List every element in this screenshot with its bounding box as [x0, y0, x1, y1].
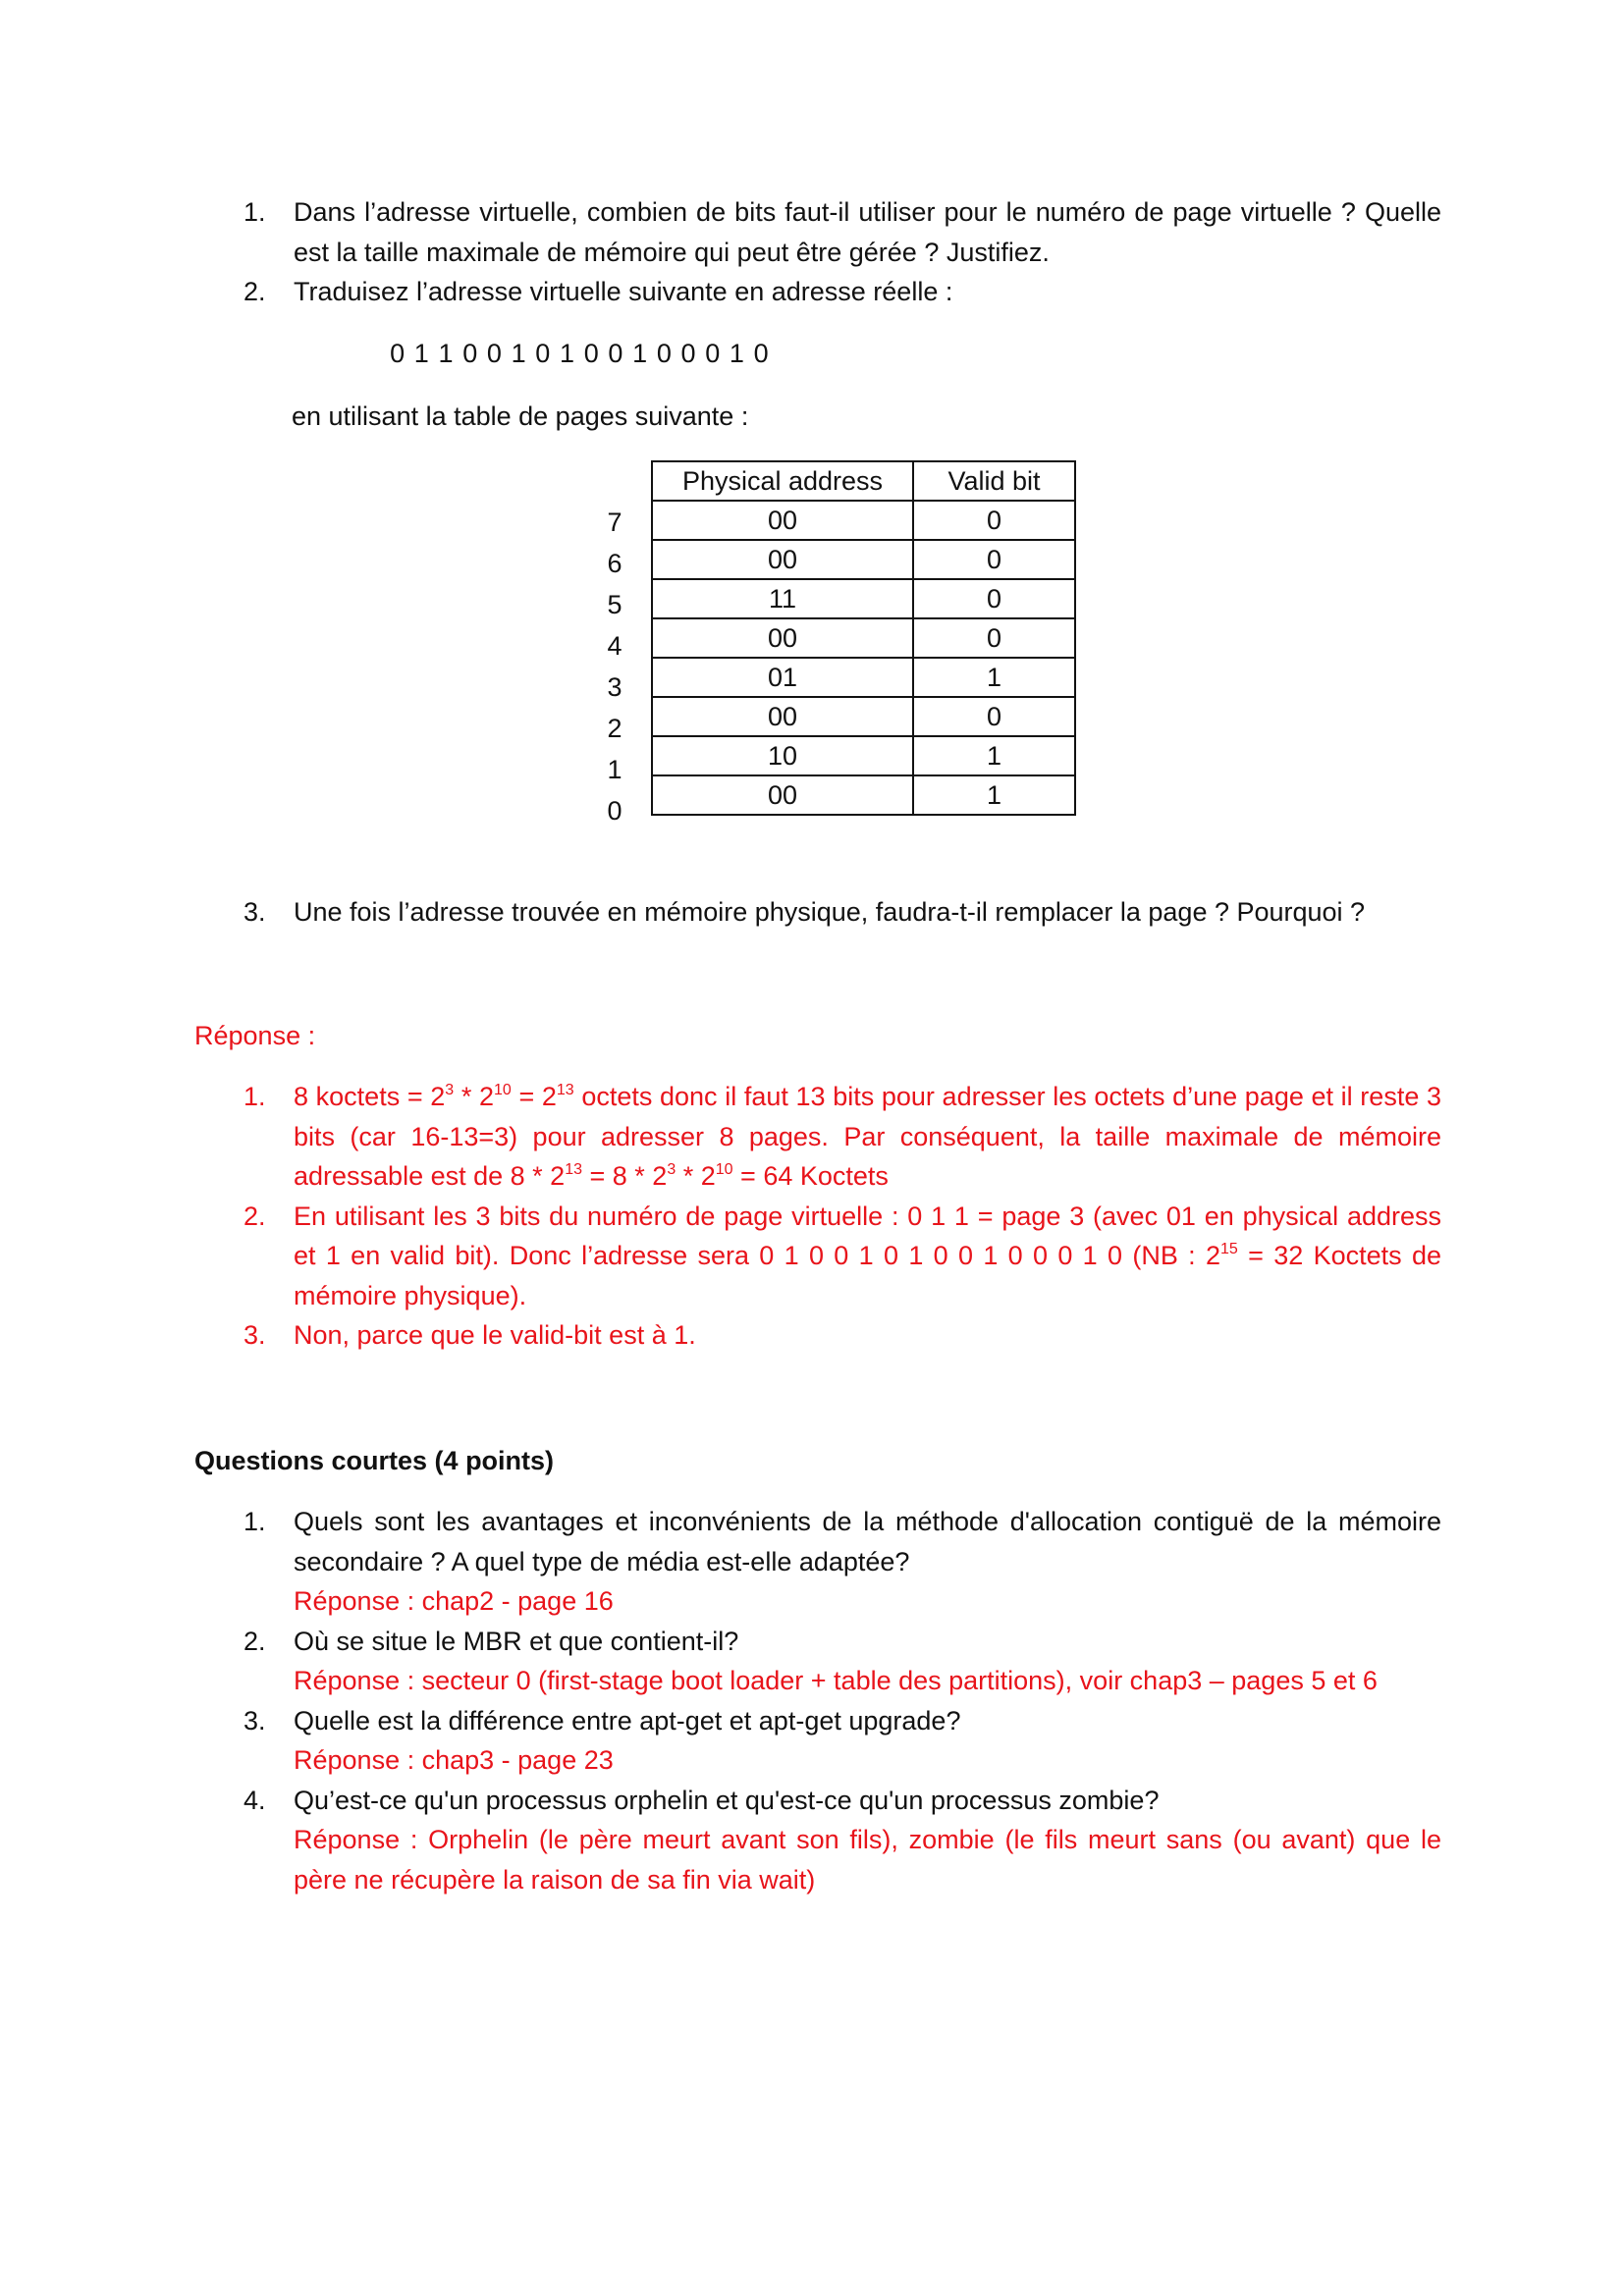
address-bit: 0: [705, 339, 721, 368]
short-questions-list: [243, 1502, 1441, 1899]
address-bit: 1: [511, 339, 526, 368]
column-header-physical-address: Physical address: [652, 461, 913, 501]
table-row: [652, 736, 1075, 775]
table-header-row: [652, 461, 1075, 501]
question-2: [243, 272, 1441, 312]
table-row: [652, 579, 1075, 618]
table-intro: en utilisant la table de pages suivante :: [292, 401, 749, 431]
address-bit: 0: [753, 339, 769, 368]
exponent: 3: [445, 1082, 455, 1098]
answer-3: [243, 1315, 1441, 1356]
answer-2: [243, 1197, 1441, 1316]
question-3: [243, 892, 1441, 933]
valid-bit-cell: 0: [913, 579, 1075, 618]
answer-text: Réponse : chap2 - page 16: [294, 1586, 614, 1616]
answer-text: 8 koctets = $2^3 * 2^{10} = 2^{13}$ octets donc il faut 13 bits pour adresser les octets d’une page et il reste 3 bits (car 16-13=3) pour adresser 8 pages. Par conséquent, la taille maximale de mémoire adressable est de $8 * 2^{13} = 8 * 2^3 * 2^{10} = 64$ Koctets: [294, 1082, 1441, 1191]
page-label: 1: [607, 755, 622, 784]
valid-bit-cell: 1: [913, 736, 1075, 775]
exercise-question-3: [243, 892, 1441, 933]
answer-text: Réponse : chap3 - page 23: [294, 1745, 614, 1775]
address-bit: 1: [632, 339, 648, 368]
valid-bit-cell: 0: [913, 501, 1075, 540]
exercise-questions-top: [243, 192, 1441, 312]
question-number: 1.: [243, 1507, 266, 1536]
page-number-labels: [603, 502, 626, 831]
answer-number: 1.: [243, 1082, 266, 1111]
valid-bit-cell: 0: [913, 540, 1075, 579]
address-bit: 1: [729, 339, 744, 368]
page-label: 3: [607, 672, 622, 702]
answer-1: [243, 1077, 1441, 1197]
answer-text: En utilisant les 3 bits du numéro de page virtuelle : 0 1 1 = page 3 (avec 01 en physical address et 1 en valid bit). Donc l’adresse sera 0 1 0 0 1 0 1 0 0 1 0 0 0 1 0 (NB : $2^{15} = 32$ Koctets de mémoire physique).: [294, 1201, 1441, 1310]
page-table: [651, 460, 1076, 816]
table-row: [652, 697, 1075, 736]
address-bit: 0: [656, 339, 672, 368]
valid-bit-cell: 1: [913, 658, 1075, 697]
page-label: 2: [607, 714, 622, 743]
address-bit: 0: [583, 339, 599, 368]
short-questions-heading: Questions courtes (4 points): [194, 1446, 555, 1475]
answer-text: Réponse : Orphelin (le père meurt avant son fils), zombie (le fils meurt sans (ou avant) que le père ne récupère la raison de sa fin via wait): [294, 1825, 1441, 1895]
virtual-address: [390, 334, 769, 373]
exponent: 3: [667, 1161, 676, 1178]
address-bit: 0: [535, 339, 551, 368]
short-question-1: [243, 1502, 1441, 1622]
question-number: 3.: [243, 1705, 266, 1735]
valid-bit-cell: 1: [913, 775, 1075, 815]
address-bit: 0: [486, 339, 502, 368]
question-text: Quels sont les avantages et inconvénients de la méthode d'allocation contiguë de la mémoire secondaire ? A quel type de média est-elle adaptée?: [294, 1507, 1441, 1576]
page-label: 7: [607, 507, 622, 537]
table-row: [652, 775, 1075, 815]
question-number: 4.: [243, 1785, 266, 1815]
answer-text: Réponse : secteur 0 (first-stage boot loader + table des partitions), voir chap3 – pages 5 et 6: [294, 1666, 1378, 1695]
address-bit: 0: [390, 339, 406, 368]
exponent: 10: [494, 1082, 512, 1098]
physical-address-cell: 00: [652, 618, 913, 658]
table-row: [652, 540, 1075, 579]
question-1: [243, 192, 1441, 272]
answer-number: 3.: [243, 1320, 266, 1350]
question-text: Qu’est-ce qu'un processus orphelin et qu'est-ce qu'un processus zombie?: [294, 1785, 1160, 1815]
address-bit: 0: [680, 339, 696, 368]
page-label: 0: [607, 796, 622, 826]
question-text: Quelle est la différence entre apt-get et apt-get upgrade?: [294, 1705, 961, 1735]
short-question-4: [243, 1781, 1441, 1900]
physical-address-cell: 00: [652, 775, 913, 815]
address-bit: 1: [413, 339, 429, 368]
table-row: [652, 618, 1075, 658]
page-label: 6: [607, 549, 622, 578]
question-text: Où se situe le MBR et que contient-il?: [294, 1626, 739, 1656]
valid-bit-cell: 0: [913, 697, 1075, 736]
table-row: [652, 658, 1075, 697]
exponent: 13: [565, 1161, 582, 1178]
question-text: Traduisez l’adresse virtuelle suivante en adresse réelle :: [294, 277, 953, 306]
address-bit: 0: [462, 339, 478, 368]
physical-address-cell: 00: [652, 501, 913, 540]
question-number: 3.: [243, 897, 266, 927]
question-number: 2.: [243, 1626, 266, 1656]
page-label: 5: [607, 590, 622, 619]
address-bit: 1: [560, 339, 575, 368]
physical-address-cell: 11: [652, 579, 913, 618]
question-number: 2.: [243, 277, 266, 306]
valid-bit-cell: 0: [913, 618, 1075, 658]
answer-heading: Réponse :: [194, 1021, 316, 1050]
exponent: 15: [1220, 1241, 1238, 1257]
address-bit: 1: [438, 339, 454, 368]
physical-address-cell: 00: [652, 540, 913, 579]
physical-address-cell: 10: [652, 736, 913, 775]
question-text: Une fois l’adresse trouvée en mémoire physique, faudra-t-il remplacer la page ? Pourquoi ?: [294, 897, 1366, 927]
answers-list: [243, 1077, 1441, 1356]
physical-address-cell: 00: [652, 697, 913, 736]
answer-text: Non, parce que le valid-bit est à 1.: [294, 1320, 696, 1350]
exponent: 13: [556, 1082, 574, 1098]
question-text: Dans l’adresse virtuelle, combien de bits faut-il utiliser pour le numéro de page virtuelle ? Quelle est la taille maximale de mémoire qui peut être gérée ? Justifiez.: [294, 197, 1441, 267]
physical-address-cell: 01: [652, 658, 913, 697]
question-number: 1.: [243, 197, 266, 227]
short-question-3: [243, 1701, 1441, 1781]
table-row: [652, 501, 1075, 540]
exponent: 10: [715, 1161, 733, 1178]
answer-number: 2.: [243, 1201, 266, 1231]
page-label: 4: [607, 631, 622, 661]
address-bit: 0: [608, 339, 623, 368]
column-header-valid-bit: Valid bit: [913, 461, 1075, 501]
short-question-2: [243, 1622, 1441, 1701]
